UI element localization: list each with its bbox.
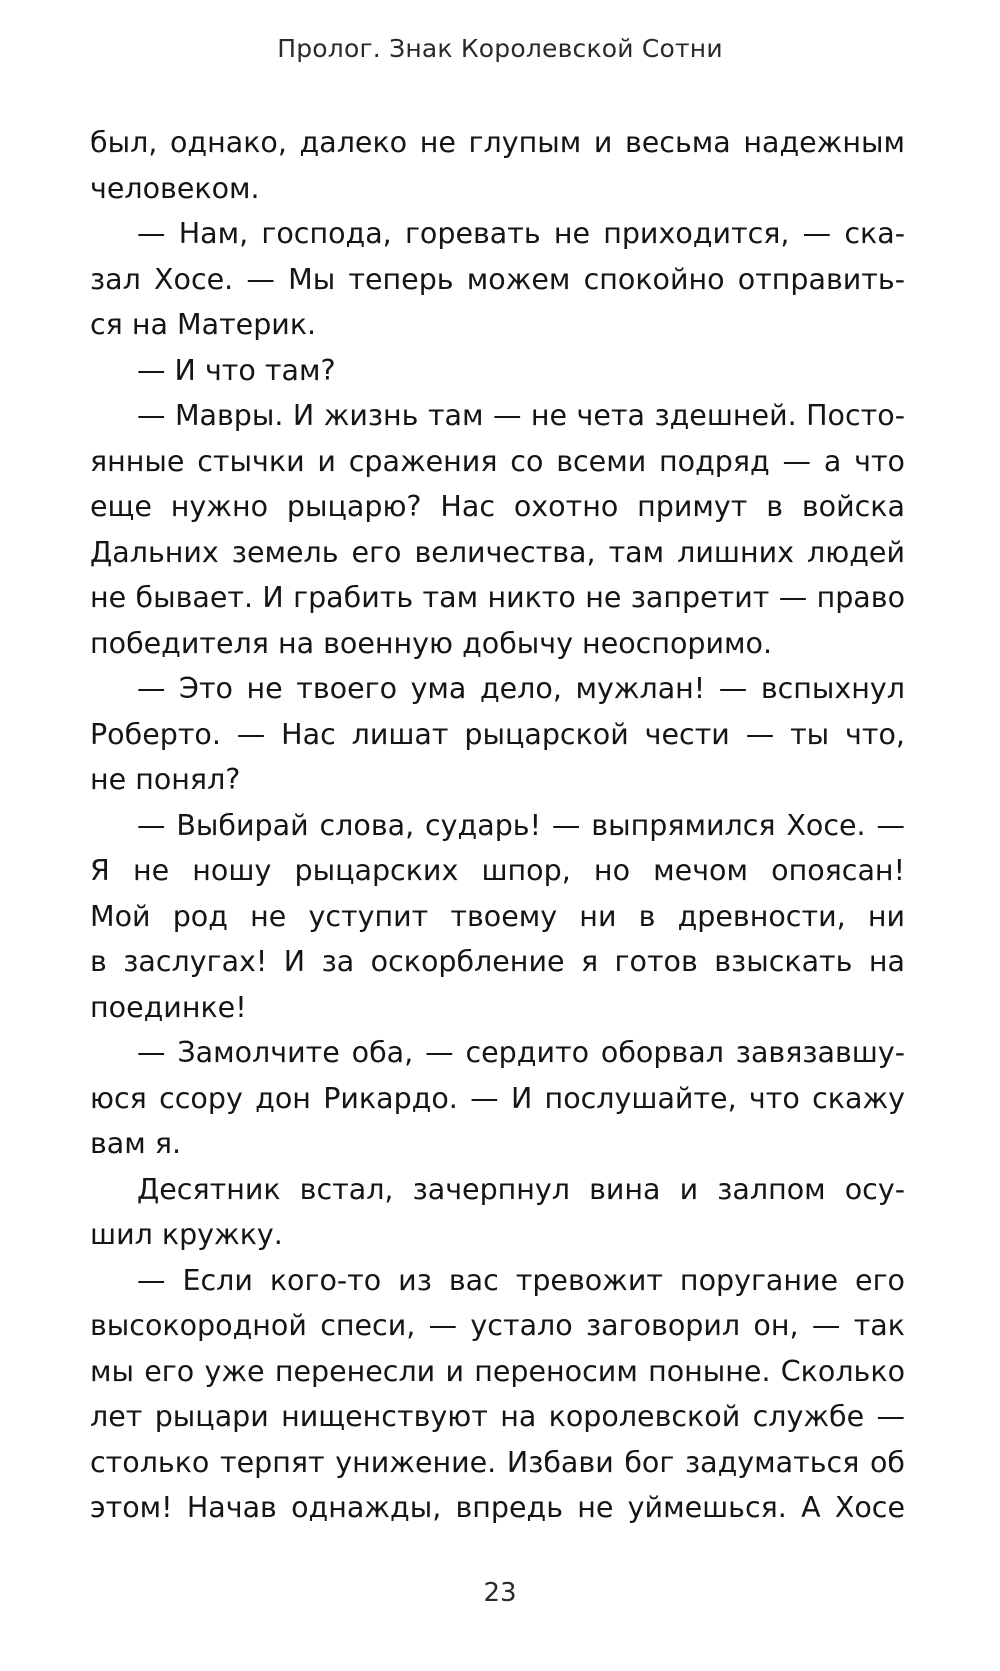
text-line: был, однако, далеко не глупым и весьма надежным	[90, 126, 905, 159]
text-line: — Мавры. И жизнь там — не чета здешней. Посто-	[137, 399, 905, 432]
text-line: этом! Начав однажды, впредь не уймешься. А Хосе	[90, 1491, 905, 1524]
text-line: человеком.	[90, 171, 260, 205]
text-line: зал Хосе. — Мы теперь можем спокойно отправить-	[90, 262, 905, 296]
body-text	[90, 120, 905, 1531]
text-line: в заслугах! И за оскорбление я готов взыскать на	[90, 945, 905, 978]
text-line: — Если кого-то из вас тревожит поругание его	[137, 1263, 905, 1297]
text-line: шил кружку.	[90, 1218, 283, 1251]
text-line: столько терпят унижение. Избави бог задуматься об	[90, 1445, 905, 1479]
text-line: — Это не твоего ума дело, мужлан! — вспыхнул	[137, 672, 905, 705]
text-line: Мой род не уступит твоему ни в древности, ни	[90, 899, 905, 933]
text-line: поединке!	[90, 990, 247, 1024]
text-line: янные стычки и сражения со всеми подряд — а что	[90, 444, 905, 478]
text-line: Десятник встал, зачерпнул вина и залпом осу-	[137, 1172, 905, 1206]
running-title: Пролог. Знак Королевской Сотни	[277, 34, 723, 63]
text-line: Роберто. — Нас лишат рыцарской чести — ты что,	[90, 717, 905, 751]
text-line: Я не ношу рыцарских шпор, но мечом опоясан!	[90, 854, 905, 887]
text-line: — И что там?	[137, 353, 336, 387]
text-line: победителя на военную добычу неоспоримо.	[90, 626, 773, 660]
text-line: не понял?	[90, 763, 241, 796]
text-line: лет рыцари нищенствуют на королевской службе —	[90, 1400, 905, 1433]
text-line: вам я.	[90, 1127, 182, 1160]
page-number: 23	[483, 1578, 517, 1608]
text-line: юся ссору дон Рикардо. — И послушайте, что скажу	[90, 1081, 905, 1115]
text-line: — Замолчите оба, — сердито оборвал завязавшу-	[137, 1036, 905, 1069]
text-line: Дальних земель его величества, там лишних людей	[90, 535, 905, 569]
text-line: не бывает. И грабить там никто не запретит — право	[90, 581, 905, 614]
text-line: мы его уже перенесли и переносим поныне. Сколько	[90, 1354, 905, 1388]
text-line: — Выбирай слова, сударь! — выпрямился Хосе. —	[137, 808, 905, 842]
text-line: высокородной спеси, — устало заговорил он, — так	[90, 1309, 905, 1342]
text-line: — Нам, господа, горевать не приходится, — ска-	[137, 217, 905, 250]
text-line: еще нужно рыцарю? Нас охотно примут в войска	[90, 490, 905, 523]
text-line: ся на Материк.	[90, 308, 317, 341]
